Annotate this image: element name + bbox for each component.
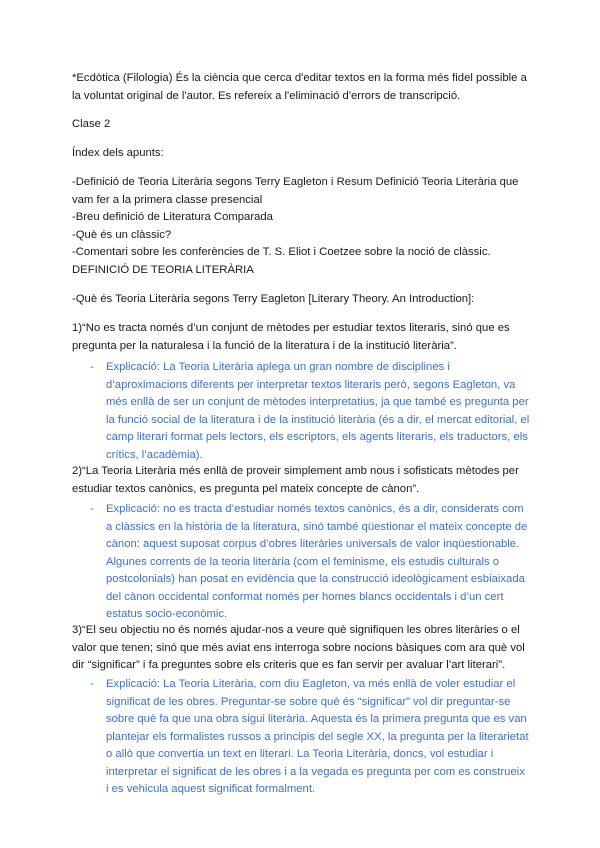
point-3-quote: 3)“El seu objectiu no és només ajudar-nos a veure què signifiquen les obres literàries o el valor que tenen; sinó que més aviat ens interroga sobre nocions bàsiques com ara què vol dir “significar” i fa preguntes sobre els criteris que es fan servir per avaluar l’art literari”. — [72, 624, 525, 671]
intro-paragraph: *Ecdòtica (Filologia) És la ciència que cerca d'editar textos en la forma més fidel possible a la voluntat original de l'autor. Es refereix a l'eliminació d'errors de transcripció. — [72, 72, 527, 102]
question-line: -Què és Teoria Literària segons Terry Eagleton [Literary Theory. An Introduction]: — [72, 293, 475, 305]
list-dash: - — [90, 503, 94, 515]
point-3-explanation — [90, 676, 530, 799]
index-item: -Definició de Teoria Literària segons Terry Eagleton i Resum Definició Teoria Literària que vam fer a la primera classe presencial — [72, 176, 519, 206]
index-title: Índex dels apunts: — [72, 147, 164, 159]
point-1-quote: 1)“No es tracta només d’un conjunt de mètodes per estudiar textos literaris, sinó que es pregunta per la naturalesa i la funció de la literatura i de la institució literària”. — [72, 322, 510, 352]
explanation-text: Explicació: La Teoria Literària, com diu Eagleton, va més enllà de voler estudiar el significat de les obres. Preguntar-se sobre què és “significar” vol dir preguntar-se sobre què fa que una obra sigui literària. Aquesta és la primera pregunta que es van plantejar els formalistes russos a principis del segle XX, la pregunta per la literarietat o allò que convertia un text en literari. La Teoria Literària, doncs, vol estudiar i interpretar el significat de les obres i a la vegada es pregunta per com es construeix i es vehicula aquest significat formalment. — [106, 678, 529, 795]
index-item: -Què és un clàssic? — [72, 228, 172, 241]
class-label: Clase 2 — [72, 118, 111, 130]
point-2-quote: 2)“La Teoria Literària més enllà de proveir simplement amb nous i sofisticats mètodes per estudiar textos canònics, es pregunta pel mateix concepte de cànon”. — [72, 465, 519, 495]
explanation-text: Explicació: La Teoria Literària aplega un gran nombre de disciplines i d’aproximacions diferents per interpretar textos literaris però, segons Eagleton, va més enllà de ser un conjunt de mètodes interpretatius, ja que també es pregunta per la funció social de la literatura i de la institució literària (és a dir, el mercat editorial, el camp literari format pels lectors, els escriptors, els agents literaris, els traductors, els crítics, l’acadèmia). — [106, 361, 530, 461]
list-dash: - — [90, 678, 94, 690]
explanation-text: Explicació: no es tracta d’estudiar només textos canònics, és a dir, considerats com a clàssics en la història de la literatura, sinó també qüestionar el mateix concepte de cànon: aquest suposat corpus d’obres literàries universals de valor inqüestionable. Algunes corrents de la teoria literària (com el feminisme, els estudis culturals o postcolonials) han posat en evidència que la construcció ideològicament esbiaixada del cànon occidental conformat només per homes blancs occidentals i d’un cert estatus socio-econòmic. — [106, 503, 528, 620]
index-list — [72, 174, 532, 262]
index-item: -Comentari sobre les conferències de T. S. Eliot i Coetzee sobre la noció de clàssic. — [72, 246, 491, 258]
list-dash: - — [90, 361, 94, 373]
point-1-explanation — [90, 359, 530, 464]
section-title: DEFINICIÓ DE TEORIA LITERÀRIA — [72, 264, 254, 276]
index-item: -Breu definició de Literatura Comparada — [72, 211, 273, 223]
point-2-explanation — [90, 501, 530, 624]
